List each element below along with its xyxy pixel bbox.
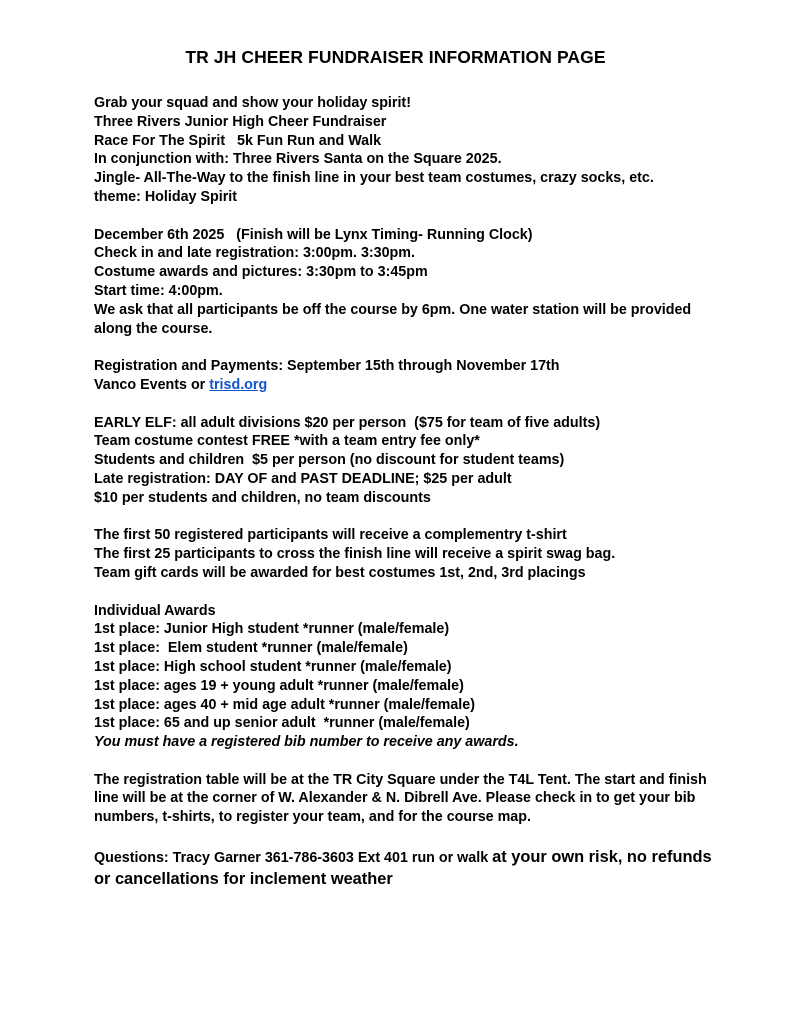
schedule-line: Start time: 4:00pm.	[94, 282, 223, 299]
pricing-line: Team costume contest FREE *with a team entry fee only*	[94, 433, 480, 450]
awards-section	[94, 602, 714, 752]
registration-dates: Registration and Payments: September 15th through November 17th	[94, 358, 560, 375]
award-item: 1st place: ages 40 + mid age adult *runner (male/female)	[94, 696, 475, 713]
pricing-line: Students and children $5 per person (no discount for student teams)	[94, 452, 565, 469]
award-item: 1st place: Elem student *runner (male/female)	[94, 640, 408, 657]
intro-line: In conjunction with: Three Rivers Santa on the Square 2025.	[94, 151, 502, 168]
page-title: TR JH CHEER FUNDRAISER INFORMATION PAGE	[185, 47, 606, 67]
perk-line: Team gift cards will be awarded for best costumes 1st, 2nd, 3rd placings	[94, 564, 586, 581]
pricing-section	[94, 414, 714, 508]
intro-line: Grab your squad and show your holiday spirit!	[94, 95, 411, 111]
location-paragraph: The registration table will be at the TR City Square under the T4L Tent. The start and finish line will be at the corner of W. Alexander & N. Dibrell Ave. Please check in to get your bib numbers, t-shirts, to register your team, and for the course map.	[94, 771, 707, 826]
schedule-line: December 6th 2025 (Finish will be Lynx Timing- Running Clock)	[94, 226, 533, 243]
intro-line: Jingle- All-The-Way to the finish line in your best team costumes, crazy socks, etc.	[94, 170, 654, 187]
questions-paragraph	[94, 846, 714, 890]
perks-section	[94, 526, 714, 582]
award-item: 1st place: 65 and up senior adult *runner (male/female)	[94, 715, 470, 732]
registration-where	[94, 376, 714, 395]
award-item: 1st place: ages 19 + young adult *runner (male/female)	[94, 677, 464, 694]
trisd-link[interactable]: trisd.org	[209, 376, 268, 393]
pricing-line: $10 per students and children, no team discounts	[94, 489, 431, 506]
award-item: 1st place: High school student *runner (male/female)	[94, 658, 452, 675]
document-body	[94, 94, 714, 890]
schedule-line: Costume awards and pictures: 3:30pm to 3:45pm	[94, 264, 428, 281]
award-item: 1st place: Junior High student *runner (male/female)	[94, 621, 450, 638]
questions-contact: Questions: Tracy Garner 361-786-3603 Ext 401 run or walk	[94, 849, 493, 866]
pricing-line: EARLY ELF: all adult divisions $20 per person ($75 for team of five adults)	[94, 414, 601, 431]
questions-disclaimer: at your own risk, no refunds or cancellations for inclement weather	[94, 847, 712, 888]
intro-line: theme: Holiday Spirit	[94, 188, 237, 205]
schedule-note: We ask that all participants be off the course by 6pm. One water station will be provided along the course.	[94, 301, 692, 337]
intro-section	[94, 94, 714, 207]
perk-line: The first 50 registered participants will receive a complementry t-shirt	[94, 527, 567, 544]
awards-note: You must have a registered bib number to receive any awards.	[94, 734, 519, 751]
registration-section	[94, 357, 714, 395]
intro-line: Race For The Spirit 5k Fun Run and Walk	[94, 132, 382, 149]
schedule-line: Check in and late registration: 3:00pm. 3:30pm.	[94, 245, 415, 262]
intro-line: Three Rivers Junior High Cheer Fundraiser	[94, 113, 387, 130]
vanco-text: Vanco Events or	[94, 376, 210, 393]
schedule-section	[94, 226, 714, 339]
perk-line: The first 25 participants to cross the finish line will receive a spirit swag bag.	[94, 546, 616, 563]
pricing-line: Late registration: DAY OF and PAST DEADLINE; $25 per adult	[94, 470, 512, 487]
awards-heading: Individual Awards	[94, 602, 216, 619]
